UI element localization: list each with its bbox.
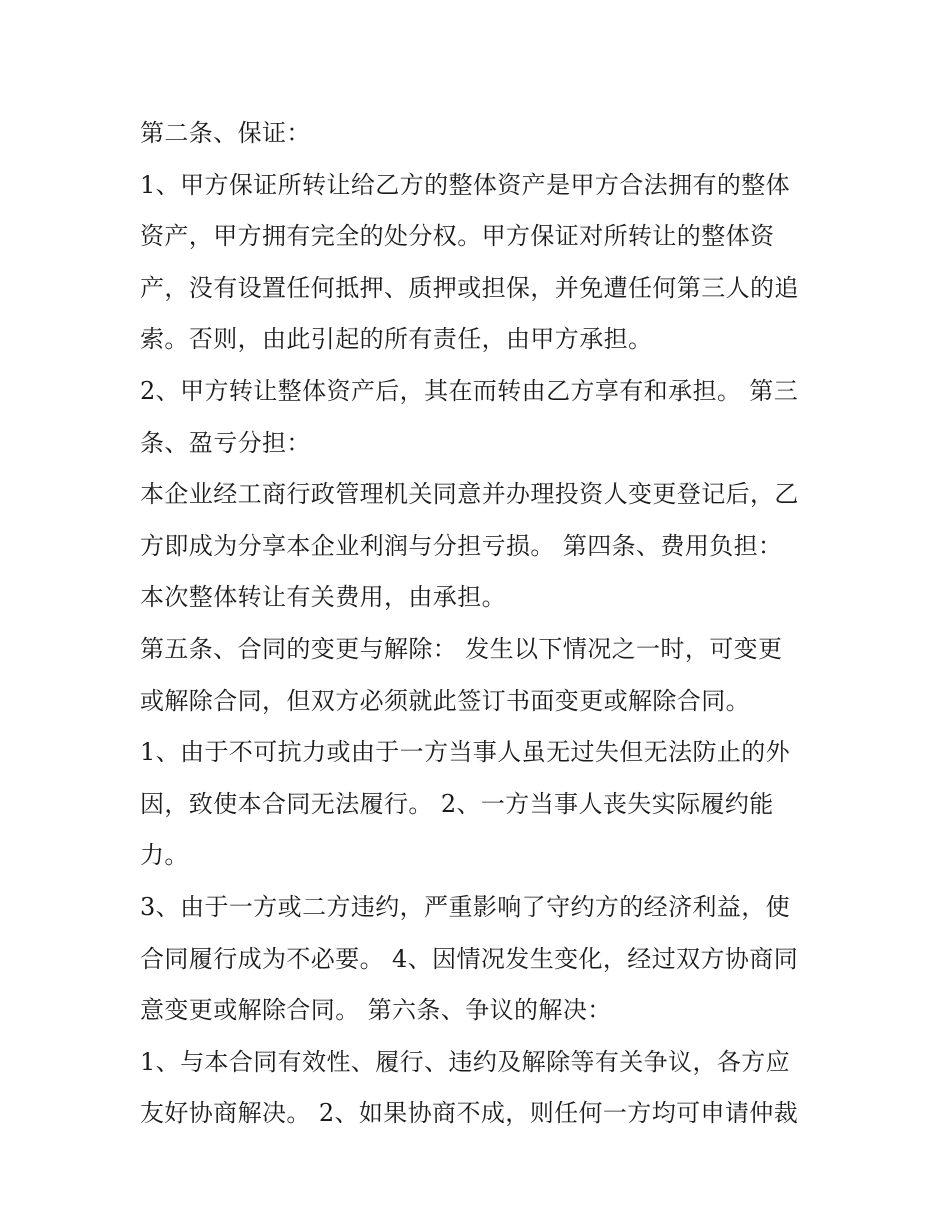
text-line: 3、由于一方或二方违约，严重影响了守约方的经济利益，使 [140, 892, 791, 921]
text-line: 资产，甲方拥有完全的处分权。甲方保证对所转让的整体资 [140, 222, 775, 251]
text-line: 索。否则，由此引起的所有责任，由甲方承担。 [140, 325, 653, 354]
text-line: 因，致使本合同无法履行。 2、一方当事人丧失实际履约能 [140, 789, 774, 818]
text-line: 或解除合同，但双方必须就此签订书面变更或解除合同。 [140, 686, 750, 715]
text-line: 2、甲方转让整体资产后，其在而转由乙方享有和承担。 第三 [140, 376, 799, 405]
text-line: 本企业经工商行政管理机关同意并办理投资人变更登记后，乙 [140, 480, 799, 509]
text-line: 1、与本合同有效性、履行、违约及解除等有关争议，各方应 [140, 1047, 791, 1076]
text-line: 第二条、保证： [140, 119, 311, 147]
text-line: 1、甲方保证所转让给乙方的整体资产是甲方合法拥有的整体 [140, 170, 791, 199]
text-line: 方即成为分享本企业利润与分担亏损。 第四条、费用负担： [140, 531, 783, 560]
text-line: 第五条、合同的变更与解除： 发生以下情况之一时，可变更 [140, 634, 783, 663]
text-line: 友好协商解决。 2、如果协商不成，则任何一方均可申请仲裁 [140, 1099, 799, 1128]
text-line: 本次整体转让有关费用，由承担。 [140, 583, 506, 612]
text-line: 1、由于不可抗力或由于一方当事人虽无过失但无法防止的外 [140, 738, 791, 767]
text-line: 条、盈亏分担： [140, 428, 311, 457]
document-body [140, 108, 820, 1140]
text-line: 力。 [140, 841, 189, 870]
text-line: 合同履行成为不必要。 4、因情况发生变化，经过双方协商同 [140, 944, 799, 973]
text-line: 意变更或解除合同。 第六条、争议的解决： [140, 996, 612, 1025]
text-line: 产，没有设置任何抵押、质押或担保，并免遭任何第三人的追 [140, 273, 799, 302]
